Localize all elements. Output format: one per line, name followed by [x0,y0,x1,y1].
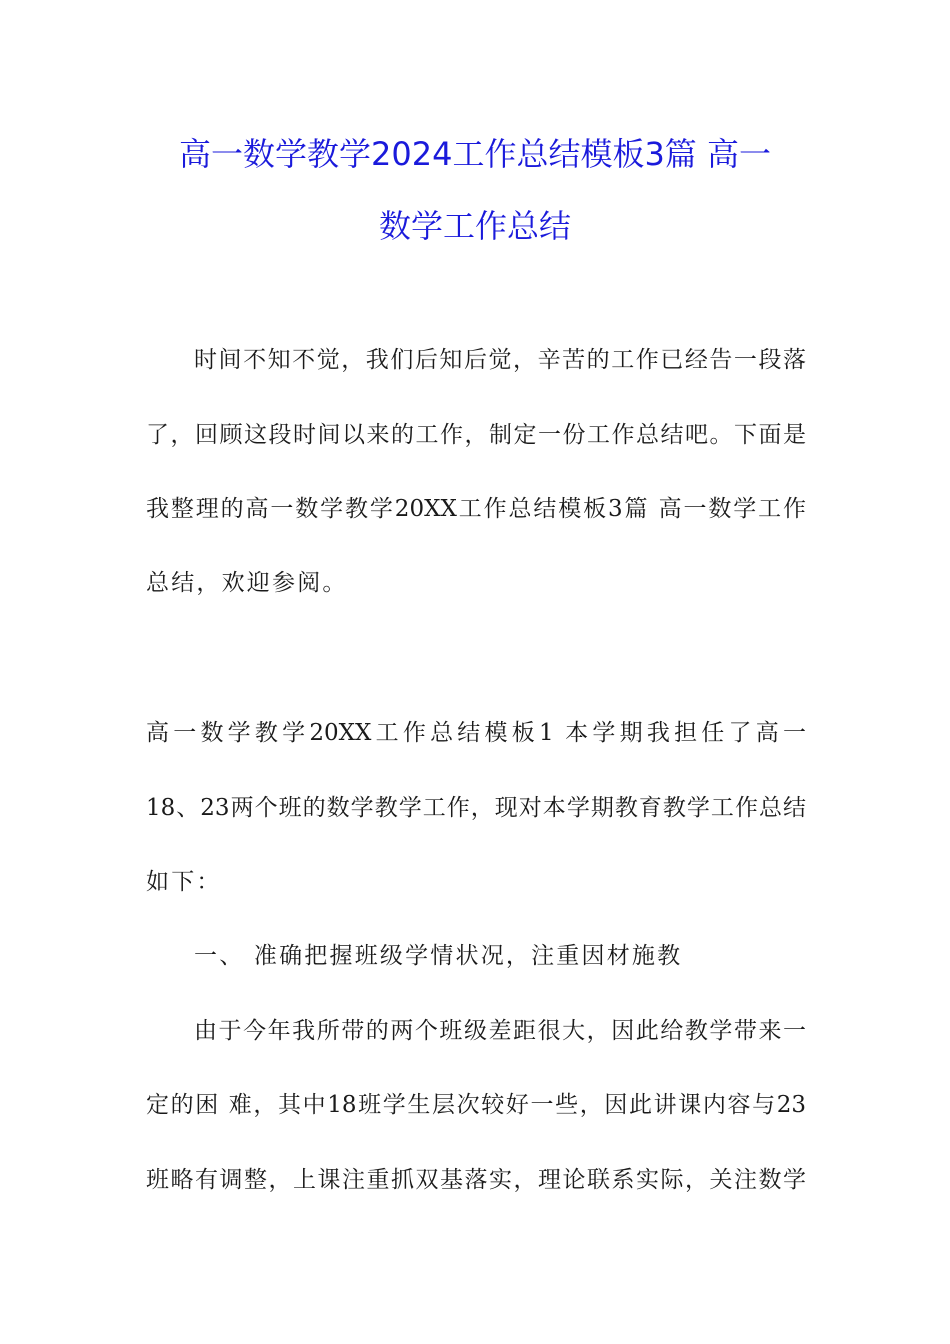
document-title-line-1: 高一数学教学2024工作总结模板3篇 高一 [179,135,771,173]
section1-line-3: 如下： [146,869,222,895]
intro-line-1: 时间不知不觉，我们后知后觉，辛苦的工作已经告一段落 [194,347,806,373]
document-title-line-2: 数学工作总结 [378,207,571,245]
intro-line-3: 我整理的高一数学教学20XX工作总结模板3篇 高一数学工作 [146,496,806,522]
para1-line-3: 班略有调整，上课注重抓双基落实，理论联系实际，关注数学 [146,1167,806,1193]
intro-line-4: 总结，欢迎参阅。 [146,570,348,596]
section-heading-1: 一、 准确把握班级学情状况，注重因材施教 [194,943,683,969]
section1-line-2: 18、23两个班的数学教学工作，现对本学期教育教学工作总结 [146,795,806,821]
section1-line-1: 高一数学教学20XX工作总结模板1 本学期我担任了高一 [146,720,806,746]
intro-line-2: 了，回顾这段时间以来的工作，制定一份工作总结吧。下面是 [146,422,806,448]
para1-line-1: 由于今年我所带的两个班级差距很大，因此给教学带来一 [194,1018,806,1044]
para1-line-2: 定的困 难，其中18班学生层次较好一些，因此讲课内容与23 [146,1092,806,1118]
